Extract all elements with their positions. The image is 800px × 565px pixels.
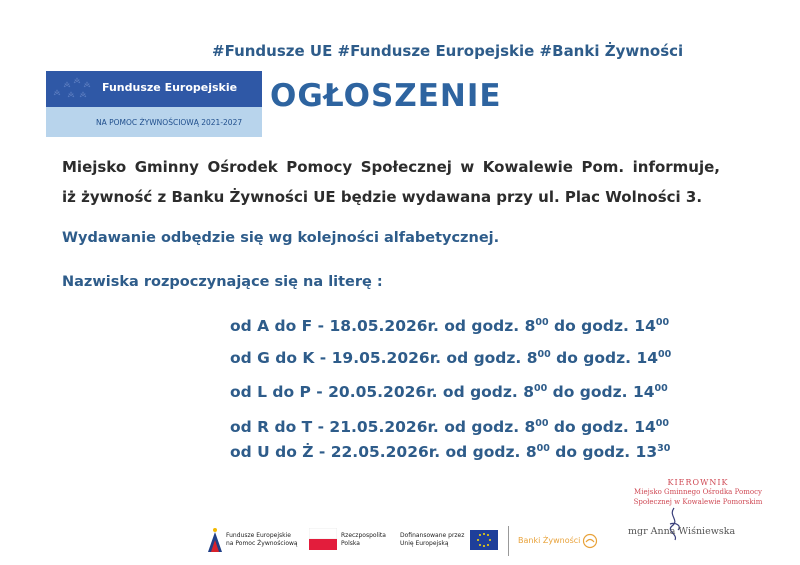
schedule-to-minutes: 30 [657, 443, 671, 454]
schedule-date: 19.05.2026r. [331, 349, 442, 367]
polish-flag-icon [309, 528, 337, 550]
eu-line-1: Dofinansowane przez [400, 532, 465, 539]
schedule-from-label: od godz. [441, 349, 527, 367]
schedule-date: 21.05.2026r. [329, 418, 439, 436]
footer-divider [508, 526, 509, 556]
schedule-to-label: do godz. [549, 443, 636, 461]
schedule-from-hour: 8 [525, 443, 537, 461]
schedule-to-hour: 14 [636, 349, 659, 367]
schedule-from-minutes: 00 [536, 443, 550, 454]
schedule-from-hour: 8 [523, 383, 535, 401]
schedule-to-label: do godz. [547, 383, 633, 401]
schedule-range: od U do Ż - [230, 443, 331, 461]
schedule-to-hour: 14 [634, 418, 656, 436]
schedule-row [230, 418, 669, 436]
schedule-to-label: do godz. [548, 418, 635, 436]
fundusze-europejskie-logo [46, 71, 262, 137]
schedule-from-minutes: 00 [534, 383, 548, 394]
eu-line-2: Unię Europejską [400, 540, 449, 547]
schedule-range: od R do T - [230, 418, 330, 436]
schedule-date: 18.05.2026r. [329, 317, 439, 335]
schedule-to-label: do godz. [550, 349, 637, 367]
stamp-line-2: Społecznej w Kowalewie Pomorskim [633, 498, 763, 506]
schedule-from-minutes: 00 [537, 349, 551, 360]
rp-line-1: Rzeczpospolita [341, 532, 386, 539]
logo-subtitle: NA POMOC ŻYWNOŚCIOWĄ 2021-2027 [96, 118, 243, 127]
schedule-to-hour: 13 [635, 443, 658, 461]
schedule-date: 20.05.2026r. [328, 383, 438, 401]
schedule-from-label: od godz. [440, 443, 526, 461]
fe-line-1: Fundusze Europejskie [226, 532, 291, 539]
schedule-from-hour: 8 [524, 317, 536, 335]
schedule-row [230, 349, 671, 367]
eu-stars-icon [48, 75, 104, 103]
schedule-from-minutes: 00 [535, 317, 549, 328]
schedule-to-minutes: 00 [658, 349, 672, 360]
schedule-from-label: od godz. [437, 383, 524, 401]
fe-line-2: na Pomoc Żywnościową [226, 540, 298, 547]
schedule-to-minutes: 00 [655, 317, 670, 328]
schedule-from-label: od godz. [438, 317, 525, 335]
schedule-date: 22.05.2026r. [330, 443, 441, 461]
schedule-range: od G do K - [230, 349, 332, 367]
schedule-range: od A do F - [230, 317, 330, 335]
page-title: OGŁOSZENIE [270, 78, 502, 114]
schedule-from-hour: 8 [524, 418, 536, 436]
schedule-from-label: od godz. [438, 418, 525, 436]
announcement-paragraph [62, 152, 720, 212]
schedule-to-hour: 14 [634, 317, 656, 335]
schedule-range: od L do P - [230, 383, 329, 401]
logo-title: Fundusze Europejskie [102, 81, 238, 94]
fe-stars-icon [206, 526, 224, 554]
stamp-line-1: Miejsko Gminnego Ośrodka Pomocy [634, 488, 762, 496]
schedule-to-label: do godz. [548, 317, 635, 335]
hashtags-header: #Fundusze UE #Fundusze Europejskie #Banki Żywności [212, 42, 684, 60]
surnames-notice: Nazwiska rozpoczynające się na literę : [62, 274, 383, 290]
schedule-row [230, 383, 668, 401]
rp-line-2: Polska [341, 540, 360, 547]
schedule-to-minutes: 00 [654, 383, 668, 394]
schedule-to-hour: 14 [632, 383, 655, 401]
official-stamp [608, 478, 788, 507]
eu-flag-icon [470, 530, 498, 550]
schedule-to-minutes: 00 [655, 418, 670, 429]
stamp-title: KIEROWNIK [667, 478, 729, 487]
paragraph-line-1: Miejsko Gminny Ośrodek Pomocy Społecznej w Kowalewie Pom. informuje, [62, 158, 720, 176]
schedule-from-hour: 8 [526, 349, 538, 367]
schedule-row [230, 443, 670, 461]
signatory-name: mgr Anna Wiśniewska [628, 526, 736, 537]
order-notice: Wydawanie odbędzie się wg kolejności alfabetycznej. [62, 230, 500, 246]
paragraph-line-2: iż żywność z Banku Żywności UE będzie wydawana przy ul. Plac Wolności 3. [62, 188, 703, 206]
schedule-from-minutes: 00 [535, 418, 549, 429]
logo-banner [46, 71, 262, 107]
bank-emblem-icon [582, 533, 598, 549]
footer-logos [0, 522, 800, 562]
bank-logo-text: Banki Żywności [518, 536, 581, 545]
schedule-row [230, 317, 669, 335]
